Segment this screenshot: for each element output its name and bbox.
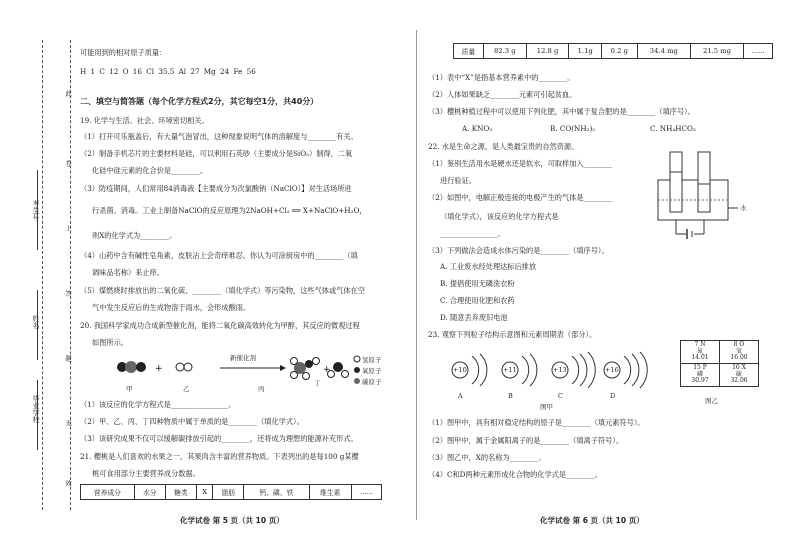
table-cell: 维生素	[309, 485, 351, 500]
table-cell: 34.4 mg	[637, 44, 690, 59]
table-cell: 21.5 mg	[690, 44, 743, 59]
q20-stem-b: 如图所示。	[92, 338, 128, 347]
svg-text:+: +	[323, 365, 331, 375]
q19-5a: （5）煤燃烧时排放出的二氧化硫、________（填化学式）等污染物，这些气体或气体在空	[80, 286, 365, 295]
q20-1: （1）该反应的化学方程式是________________。	[80, 400, 236, 409]
q22-1a: （1）鉴别生活用水是硬水还是软水，可取样加入________	[428, 159, 613, 168]
q20-stem: 20. 我国科学家成功合成新型催化剂，能将二氧化碳高效转化为甲醇，其反应的微观过程	[80, 321, 360, 330]
q19-4a: （4）山药中含有碱性皂角素，皮肤沾上会奇痒难忍。你认为可涂厨房中的________（填	[80, 251, 358, 260]
seal-char: 上	[64, 225, 72, 232]
q22-3: （3）下列做法会造成水体污染的是________（填序号）。	[428, 246, 609, 255]
school-label: 毕业学校	[32, 395, 40, 423]
q19-2b: 化硅中硅元素的化合价是________。	[92, 166, 208, 175]
q22-2c: ________________。	[440, 229, 505, 238]
periodic-table	[680, 340, 759, 387]
table-cell: ......	[744, 44, 773, 59]
table-cell: 1.1g	[569, 44, 601, 59]
seal-char: 答	[64, 290, 72, 297]
fig-yi-label: 图乙	[705, 397, 718, 405]
q22-3-opt-d: D. 随意丢弃废旧电池	[440, 313, 508, 322]
ding-label: 丁	[314, 379, 321, 387]
table-cell: 脂肪	[213, 485, 244, 500]
table-cell: ......	[351, 485, 381, 500]
element-cell: 8 O 氧 16.00	[720, 341, 759, 364]
seal-char: 此	[64, 90, 72, 97]
jia-molecule	[117, 361, 146, 373]
particle-c-nucleus: +13	[553, 366, 567, 374]
bing-label: 丙	[258, 385, 265, 393]
q19-stem: 19. 化学与生活、社会、环境密切相关。	[80, 116, 209, 125]
footer-left: 化学试卷 第 5 页（共 10 页）	[180, 516, 284, 525]
q22-3-opt-b: B. 提倡使用无磷洗衣粉	[440, 279, 515, 288]
name-blank	[37, 290, 38, 360]
table-cell: X	[196, 485, 212, 500]
particle-b-nucleus: +11	[503, 366, 517, 374]
svg-text:+: +	[155, 364, 163, 374]
nutrition-table-left	[80, 484, 382, 500]
q21-3-opt-c: C. NH₄HCO₃	[650, 124, 696, 133]
particle-a-nucleus: +10	[453, 366, 467, 374]
q21-3-opt-b: B. CO(NH₂)₂	[550, 124, 596, 133]
q22-2b: （填化学式），该反应的化学方程式是	[440, 212, 559, 221]
particle-b-label: B	[508, 392, 513, 400]
bing-molecule	[291, 358, 320, 380]
exam-no-blank	[37, 170, 38, 250]
q21-1: （1）表中“X”是指基本营养素中的________。	[428, 73, 575, 82]
water-label: 水	[740, 204, 747, 212]
binding-line	[42, 40, 43, 510]
name-label: 姓名	[32, 315, 40, 329]
q19-1: （1）打开可乐瓶盖后，有大量气泡冒出，这种现象说明气体的溶解度与________有关。	[80, 132, 358, 141]
q23-2: （2）图甲中，属于金属阳离子的是________（填离子符号）。	[428, 436, 624, 445]
particle-a-label: A	[458, 392, 463, 400]
q19-5b: 气中发生反应后的生成物溶于雨水，会形成酸雨。	[92, 303, 251, 312]
table-cell: 82.3 g	[483, 44, 526, 59]
q22-3-opt-c: C. 合理使用化肥和农药	[440, 296, 515, 305]
q21-3-opt-a: A. KNO₃	[462, 124, 493, 133]
q20-3: （3）该研究成果不仅可以缓解碳排放引起的________，还将成为理想的能源补充形式。	[80, 434, 358, 443]
fig-jia-label: 图甲	[540, 403, 553, 411]
q19-3a: （3）防疫期间，人们常用84消毒液【主要成分为次氯酸钠（NaClO）】对生活场所进	[80, 184, 352, 193]
yi-label: 乙	[183, 385, 190, 393]
q19-3b: 行杀菌、消毒。工业上制备NaClO的反应原理为2NaOH+Cl₂ ══ X+NaClO+H₂O，	[92, 206, 367, 215]
q23-stem: 23. 观察下列粒子结构示意图和元素周期表（部分）。	[428, 330, 597, 339]
seal-char: 无	[64, 420, 72, 427]
legend-hydrogen: 氢原子	[362, 356, 382, 364]
q23-3: （3）图乙中，X的名称为________。	[428, 453, 546, 462]
table-cell: 钙、磷、铁	[244, 485, 309, 500]
particle-d-label: D	[610, 392, 616, 400]
element-cell: 15 P 磷 30.97	[681, 364, 720, 387]
element-cell: 7 N 氮 14.01	[681, 341, 720, 364]
q22-stem: 22. 水是生命之源，是人类最宝贵的自然资源。	[428, 142, 579, 151]
q19-3c: 则X的化学式为________。	[92, 231, 177, 240]
q21-2: （2）人体如果缺乏________元素可引起贫血。	[428, 90, 577, 99]
table-cell: 0.2 g	[601, 44, 637, 59]
catalyst-label: 新催化剂	[230, 354, 256, 362]
seal-line	[70, 40, 71, 510]
seal-char: 题	[64, 355, 72, 362]
legend-carbon: 碳原子	[362, 378, 382, 386]
section-title: 二、填空与简答题（每个化学方程式2分，其它每空1分，共40分）	[80, 97, 319, 106]
footer-right: 化学试卷 第 6 页（共 10 页）	[540, 516, 644, 525]
q19-4b: 调味品名称）来止痒。	[92, 268, 164, 277]
table-cell: 12.8 g	[526, 44, 569, 59]
particle-c-label: C	[558, 392, 563, 400]
nutrition-table-right	[453, 43, 773, 59]
table-cell: 营养成分	[81, 485, 135, 500]
yi-molecule	[176, 363, 192, 371]
q19-2a: （2）制备手机芯片的主要材料是硅，可以利用石英砂（主要成分是SiO₂）制得，二氧	[80, 149, 353, 158]
legend-oxygen: 氧原子	[362, 367, 382, 375]
table-cell: 糖类	[165, 485, 196, 500]
q20-2: （2）甲、乙、丙、丁四种物质中属于单质的是________（填化学式）。	[80, 417, 304, 426]
seal-char: 卷	[64, 160, 72, 167]
table-cell: 水分	[134, 485, 165, 500]
atomic-mass-values: H 1 C 12 O 16 Cl 35.5 Al 27 Mg 24 Fe 56	[80, 67, 256, 76]
exam-no-label: 考生号	[32, 200, 40, 221]
atomic-mass-title: 可能用到的相对原子质量：	[80, 48, 167, 57]
table-cell: 质量	[454, 44, 484, 59]
q22-1b: 进行验证。	[440, 176, 476, 185]
particle-d-nucleus: +16	[605, 366, 619, 374]
electrolysis-apparatus	[650, 150, 750, 242]
q22-2a: （2）如图中，电解正极连接的电极产生的气体是________	[428, 193, 613, 202]
q23-1: （1）图甲中，具有相对稳定结构的原子是________（填元素符号）。	[428, 418, 645, 427]
seal-char: 效	[64, 480, 72, 487]
q23-4: （4）C和D两种元素形成化合物的化学式是________。	[428, 470, 602, 479]
q21-stem: 21. 樱桃是人们喜欢的水果之一，其果肉含丰富的营养物质。下表列出的是每100 g某樱	[80, 452, 359, 461]
q21-3: （3）樱桃种植过程中可以使用下列化肥，其中属于复合肥的是________（填序号）。	[428, 107, 695, 116]
jia-label: 甲	[126, 385, 133, 393]
q22-3-opt-a: A. 工业废水经处理达标后排放	[440, 262, 537, 271]
page-divider	[416, 30, 417, 520]
ding-molecule	[328, 362, 349, 378]
q21-stem-b: 桃可食用部分主要营养成分数据。	[92, 469, 200, 478]
school-blank	[37, 380, 38, 450]
element-cell: 16 X 硫 32.06	[720, 364, 759, 387]
